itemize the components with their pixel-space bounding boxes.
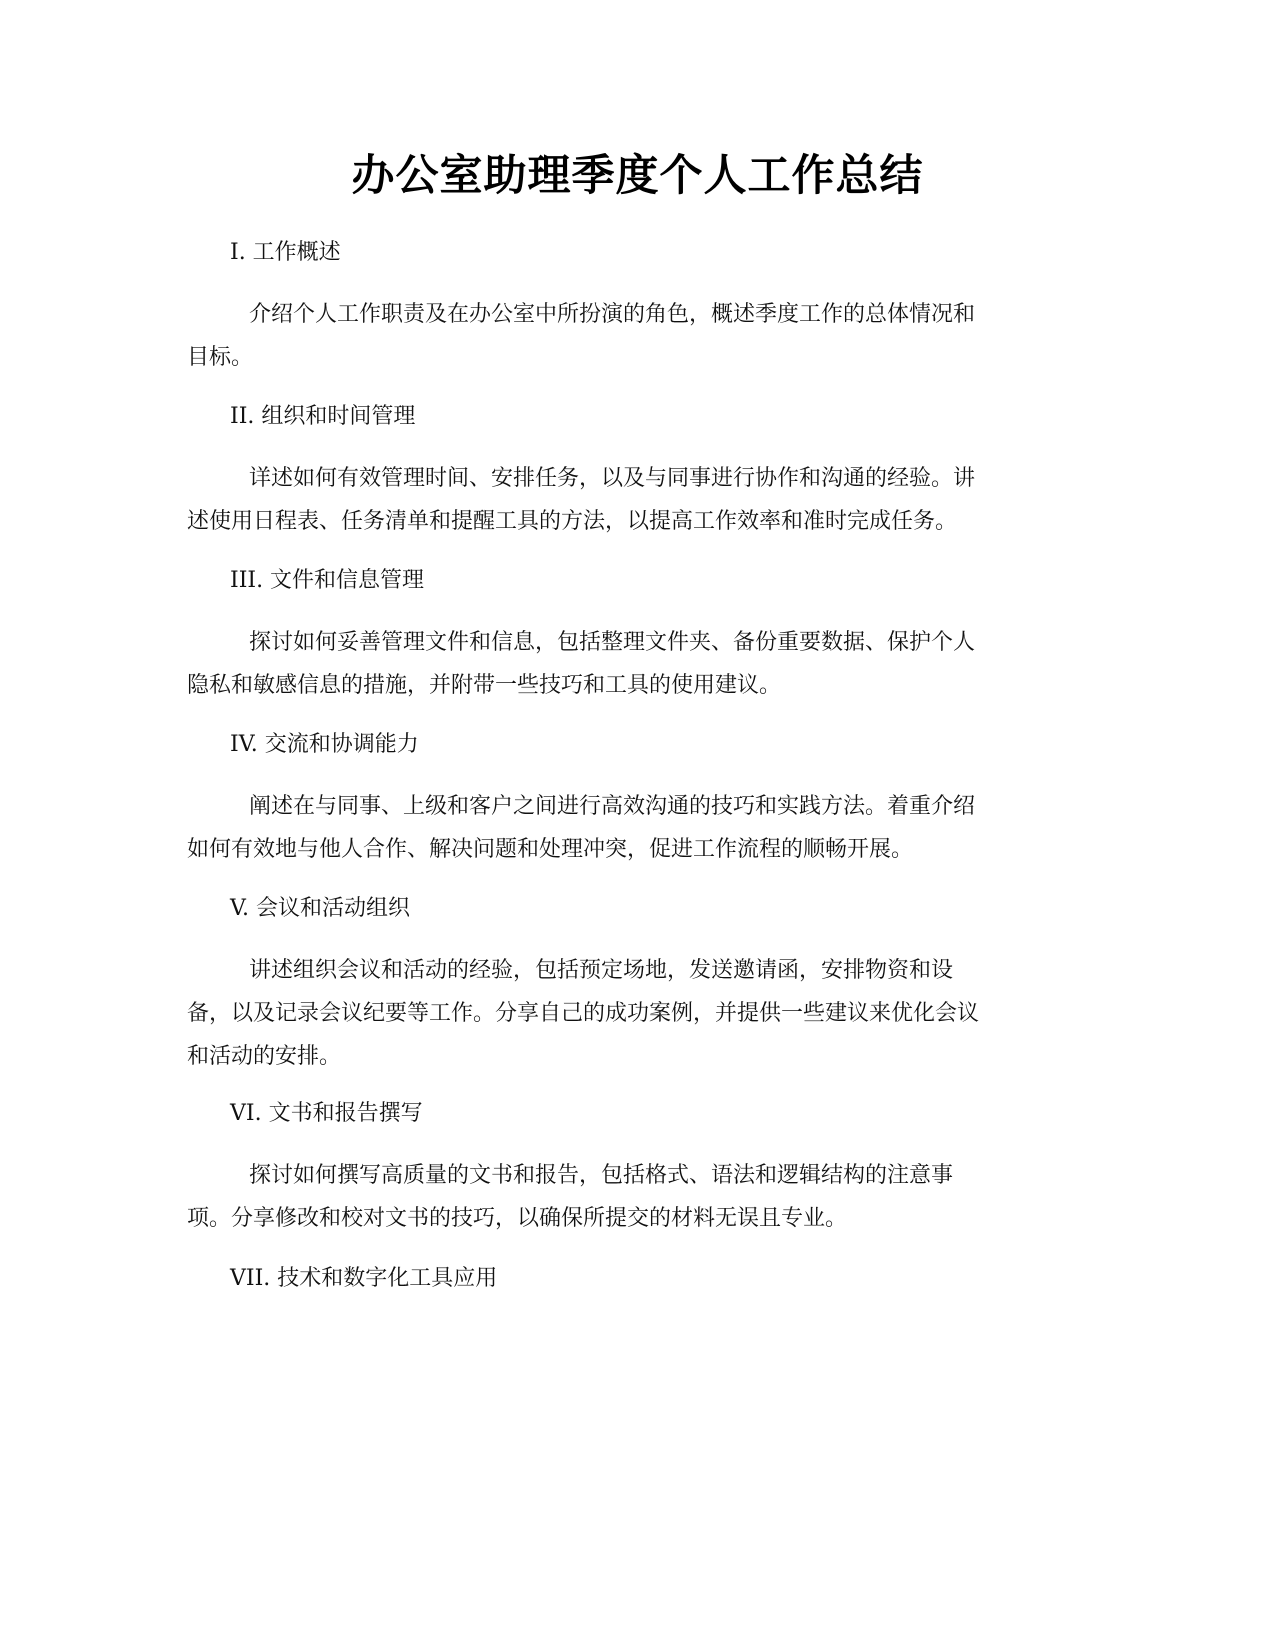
paragraph-line: 介绍个人工作职责及在办公室中所扮演的角色，概述季度工作的总体情况和 (249, 302, 976, 327)
paragraph-line: 探讨如何妥善管理文件和信息，包括整理文件夹、备份重要数据、保护个人 (249, 630, 976, 655)
paragraph-line: 详述如何有效管理时间、安排任务，以及与同事进行协作和沟通的经验。讲 (249, 466, 976, 491)
paragraph-line: 目标。 (187, 345, 254, 370)
section-paragraph-1 (187, 293, 1087, 379)
section-paragraph-2 (187, 457, 1087, 543)
paragraph-line: 阐述在与同事、上级和客户之间进行高效沟通的技巧和实践方法。着重介绍 (249, 794, 976, 819)
section-paragraph-4 (187, 785, 1087, 871)
section-paragraph-3 (187, 621, 1087, 707)
paragraph-line: 备，以及记录会议纪要等工作。分享自己的成功案例，并提供一些建议来优化会议 (187, 1001, 980, 1026)
section-heading-4: IV. 交流和协调能力 (230, 732, 419, 757)
section-heading-5: V. 会议和活动组织 (230, 896, 411, 921)
section-heading-6: VI. 文书和报告撰写 (230, 1101, 423, 1126)
paragraph-line: 探讨如何撰写高质量的文书和报告，包括格式、语法和逻辑结构的注意事 (249, 1163, 954, 1188)
paragraph-line: 如何有效地与他人合作、解决问题和处理冲突，促进工作流程的顺畅开展。 (187, 837, 914, 862)
paragraph-line: 隐私和敏感信息的措施，并附带一些技巧和工具的使用建议。 (187, 673, 782, 698)
paragraph-line: 和活动的安排。 (187, 1044, 342, 1069)
section-heading-2: II. 组织和时间管理 (230, 404, 416, 429)
section-paragraph-6 (187, 1154, 1087, 1240)
paragraph-line: 讲述组织会议和活动的经验，包括预定场地，发送邀请函，安排物资和设 (249, 958, 954, 983)
section-heading-7: VII. 技术和数字化工具应用 (230, 1266, 498, 1291)
section-heading-3: III. 文件和信息管理 (230, 568, 425, 593)
paragraph-line: 项。分享修改和校对文书的技巧，以确保所提交的材料无误且专业。 (187, 1206, 848, 1231)
section-paragraph-5 (187, 949, 1087, 1078)
document-title: 办公室助理季度个人工作总结 (351, 151, 924, 201)
section-heading-1: I. 工作概述 (230, 240, 341, 265)
paragraph-line: 述使用日程表、任务清单和提醒工具的方法，以提高工作效率和准时完成任务。 (187, 509, 958, 534)
